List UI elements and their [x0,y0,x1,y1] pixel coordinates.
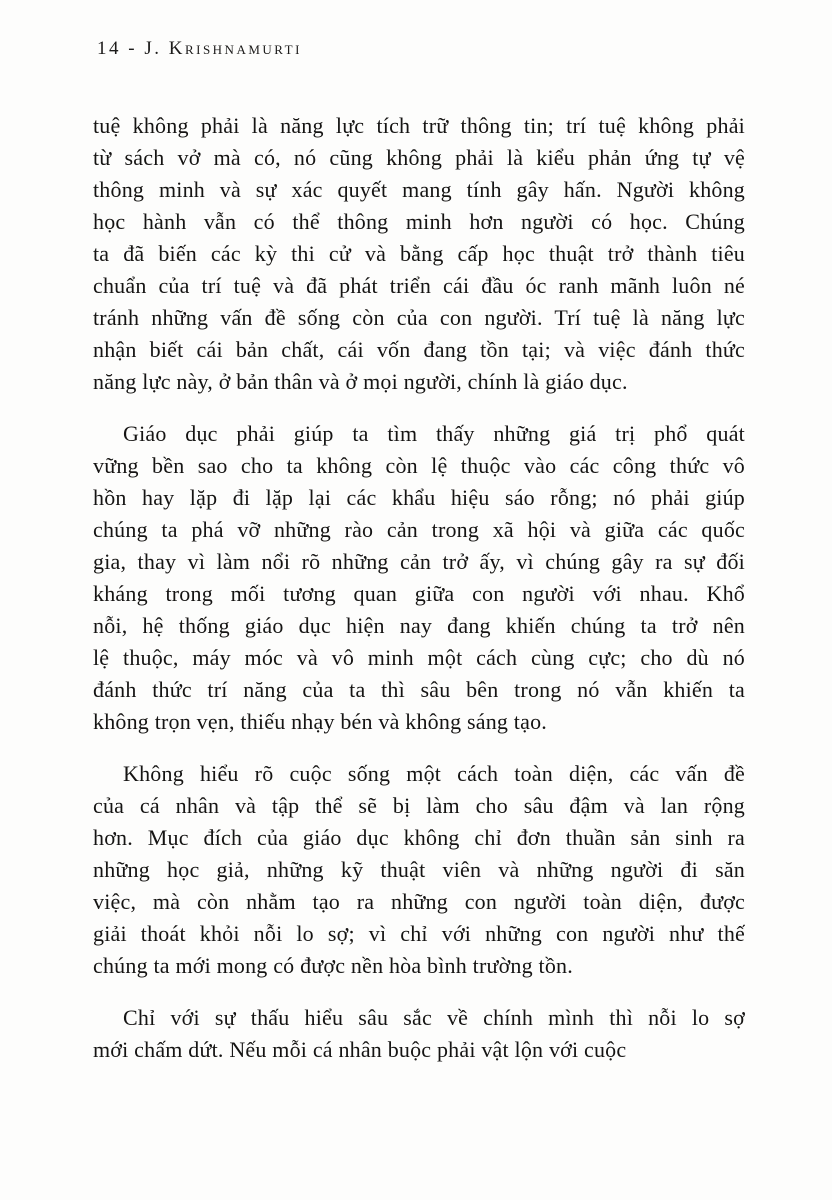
text-line: chúng ta mới mong có được nền hòa bình trường tồn. [93,953,573,978]
text-line: của cá nhân và tập thể sẽ bị làm cho sâu đậm và lan rộng [93,793,745,818]
paragraph [93,1002,745,1066]
text-line: học hành vẫn có thể thông minh hơn người có học. Chúng [93,209,745,234]
text-line: nỗi, hệ thống giáo dục hiện nay đang khiến chúng ta trở nên [93,613,745,638]
text-line: thông minh và sự xác quyết mang tính gây hấn. Người không [93,177,745,202]
text-line: gia, thay vì làm nổi rõ những cản trở ấy, vì chúng gây ra sự đối [93,549,745,574]
text-line: vững bền sao cho ta không còn lệ thuộc vào các công thức vô [93,453,745,478]
text-line: tuệ không phải là năng lực tích trữ thông tin; trí tuệ không phải [93,113,745,138]
text-line: tránh những vấn đề sống còn của con người. Trí tuệ là năng lực [93,305,745,330]
text-line: Chỉ với sự thấu hiểu sâu sắc về chính mình thì nỗi lo sợ [123,1005,745,1030]
text-line: chúng ta phá vỡ những rào cản trong xã hội và giữa các quốc [93,517,745,542]
text-line: năng lực này, ở bản thân và ở mọi người, chính là giáo dục. [93,369,628,394]
text-line: những học giả, những kỹ thuật viên và những người đi săn [93,857,745,882]
paragraph [93,758,745,982]
body-text [93,110,745,1086]
text-line: lệ thuộc, máy móc và vô minh một cách cùng cực; cho dù nó [93,645,745,670]
paragraph [93,418,745,738]
text-line: hơn. Mục đích của giáo dục không chỉ đơn thuần sản sinh ra [93,825,745,850]
text-line: chuẩn của trí tuệ và đã phát triển cái đầu óc ranh mãnh luôn né [93,273,745,298]
running-header: 14 - J. Krishnamurti [97,38,302,59]
text-line: không trọn vẹn, thiếu nhạy bén và không sáng tạo. [93,709,547,734]
text-line: kháng trong mối tương quan giữa con người với nhau. Khổ [93,581,745,606]
text-line: việc, mà còn nhằm tạo ra những con người toàn diện, được [93,889,745,914]
text-line: đánh thức trí năng của ta thì sâu bên trong nó vẫn khiến ta [93,677,745,702]
text-line: giải thoát khỏi nỗi lo sợ; vì chỉ với những con người như thế [93,921,745,946]
text-line: Giáo dục phải giúp ta tìm thấy những giá trị phổ quát [123,421,745,446]
text-line: hồn hay lặp đi lặp lại các khẩu hiệu sáo rỗng; nó phải giúp [93,485,745,510]
text-line: mới chấm dứt. Nếu mỗi cá nhân buộc phải vật lộn với cuộc [93,1037,627,1062]
text-line: Không hiểu rõ cuộc sống một cách toàn diện, các vấn đề [123,761,745,786]
text-line: nhận biết cái bản chất, cái vốn đang tồn tại; và việc đánh thức [93,337,745,362]
text-line: ta đã biến các kỳ thi cử và bằng cấp học thuật trở thành tiêu [93,241,745,266]
text-line: từ sách vở mà có, nó cũng không phải là kiểu phản ứng tự vệ [93,145,745,170]
paragraph [93,110,745,398]
